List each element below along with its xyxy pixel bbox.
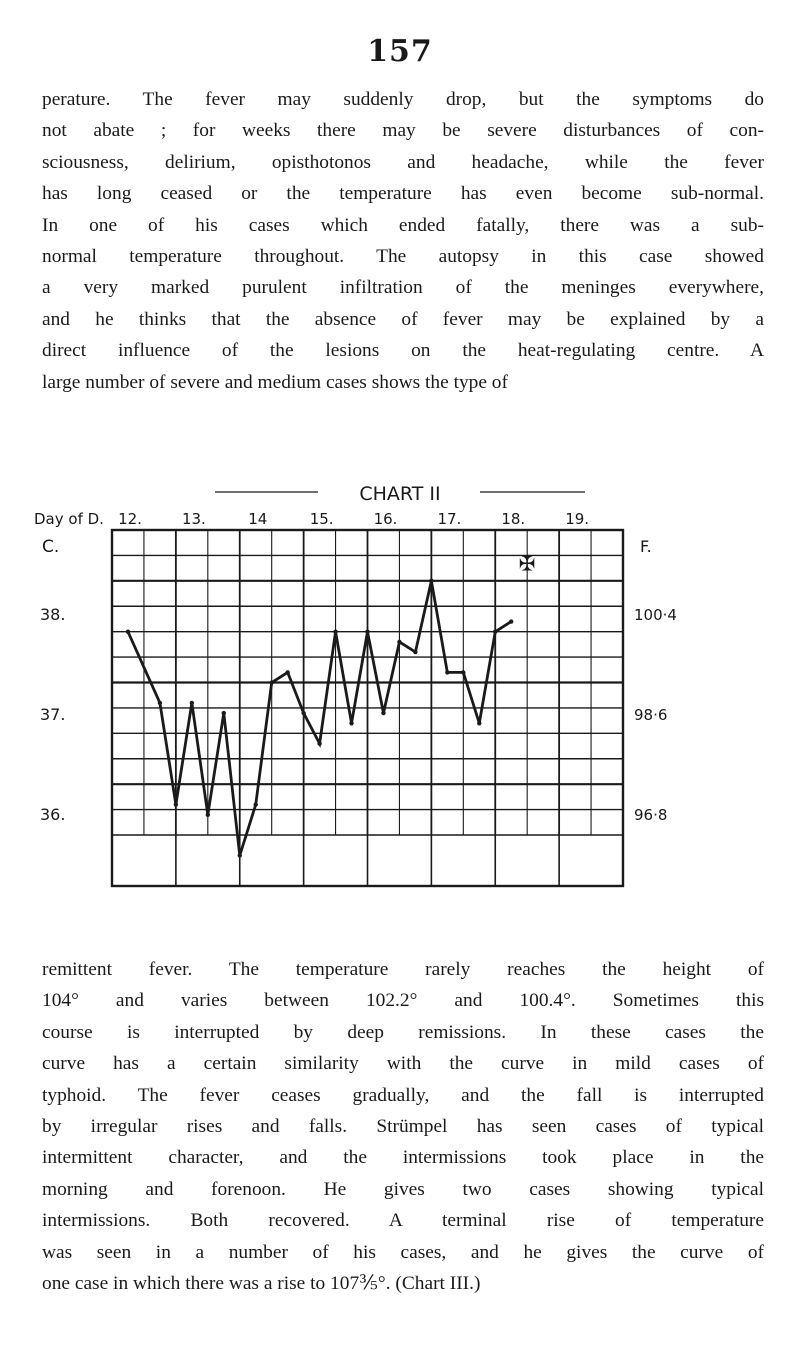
temperature-point <box>317 741 321 745</box>
temperature-point <box>461 670 465 674</box>
day-tick-label: 14 <box>248 510 268 528</box>
temperature-point <box>413 650 417 654</box>
day-tick-label: 17. <box>437 510 462 528</box>
text-line: curve has a certain similarity with the curve in mild cases of <box>42 1053 764 1075</box>
temperature-point <box>285 670 289 674</box>
text-line: sciousness, delirium, opisthotonos and headache, while the fever <box>42 151 764 173</box>
text-line: was seen in a number of his cases, and he gives the curve of <box>42 1241 764 1263</box>
days-label: Day of D. <box>34 510 104 528</box>
day-tick-label: 12. <box>118 510 142 528</box>
temperature-point <box>349 721 353 725</box>
text-line: has long ceased or the temperature has even become sub-normal. <box>42 183 764 205</box>
text-line: by irregular rises and falls. Strümpel has seen cases of typical <box>42 1116 764 1138</box>
fahrenheit-tick-label: 100·4 <box>634 606 677 624</box>
temperature-point <box>429 579 433 583</box>
temperature-point <box>493 630 497 634</box>
text-line: 104° and varies between 102.2° and 100.4°. Sometimes this <box>42 990 764 1012</box>
paragraph-bottom <box>42 954 764 1299</box>
temperature-point <box>301 711 305 715</box>
text-line: remittent fever. The temperature rarely reaches the height of <box>42 959 764 980</box>
text-line: In one of his cases which ended fatally, there was a sub- <box>42 214 764 236</box>
temperature-point <box>445 670 449 674</box>
temperature-point <box>174 802 178 806</box>
temperature-point <box>509 619 513 623</box>
temperature-point <box>333 630 337 634</box>
temperature-curve <box>128 581 511 856</box>
temperature-point <box>206 813 210 817</box>
text-line: intermissions. Both recovered. A terminal rise of temperature <box>42 1210 764 1232</box>
text-line: large number of severe and medium cases shows the type of <box>42 371 508 393</box>
chart-frame <box>112 530 623 886</box>
text-line: intermittent character, and the intermissions took place in the <box>42 1147 764 1169</box>
fahrenheit-unit: F. <box>640 537 652 556</box>
celsius-tick-label: 37. <box>40 705 66 724</box>
text-line: and he thinks that the absence of fever may be explained by a <box>42 308 764 330</box>
death-mark: ✠ <box>518 551 536 576</box>
temperature-point <box>238 853 242 857</box>
fahrenheit-tick-label: 98·6 <box>634 706 668 724</box>
celsius-tick-label: 38. <box>40 605 66 624</box>
text-line: normal temperature throughout. The autopsy in this case showed <box>42 246 764 268</box>
text-line: course is interrupted by deep remissions. In these cases the <box>42 1021 764 1043</box>
text-line: typhoid. The fever ceases gradually, and the fall is interrupted <box>42 1084 764 1106</box>
temperature-point <box>269 680 273 684</box>
day-tick-label: 15. <box>309 510 334 528</box>
text-line: perature. The fever may suddenly drop, but the symptoms do <box>42 89 764 110</box>
temperature-point <box>397 640 401 644</box>
temperature-point <box>477 721 481 725</box>
temperature-point <box>158 701 162 705</box>
text-line: direct influence of the lesions on the heat-regulating centre. A <box>42 340 764 362</box>
day-tick-label: 19. <box>565 510 590 528</box>
text-line: a very marked purulent infiltration of the meninges everywhere, <box>42 277 764 299</box>
temperature-point <box>254 802 258 806</box>
celsius-unit: C. <box>42 537 60 557</box>
celsius-tick-label: 36. <box>40 805 66 824</box>
temperature-point <box>381 711 385 715</box>
text-line: one case in which there was a rise to 107⅗°. (Chart III.) <box>42 1273 481 1295</box>
day-tick-label: 13. <box>181 510 206 528</box>
temperature-point <box>365 630 369 634</box>
text-line: morning and forenoon. He gives two cases showing typical <box>42 1178 764 1200</box>
day-tick-label: 18. <box>501 510 526 528</box>
temperature-point <box>126 630 130 634</box>
text-line: not abate ; for weeks there may be severe disturbances of con- <box>42 120 764 142</box>
paragraph-top <box>42 84 764 398</box>
temperature-point <box>190 701 194 705</box>
day-tick-label: 16. <box>373 510 398 528</box>
page-number: 157 <box>367 34 433 69</box>
chart-title: CHART II <box>359 483 441 505</box>
temperature-point <box>222 711 226 715</box>
fahrenheit-tick-label: 96·8 <box>634 806 668 824</box>
